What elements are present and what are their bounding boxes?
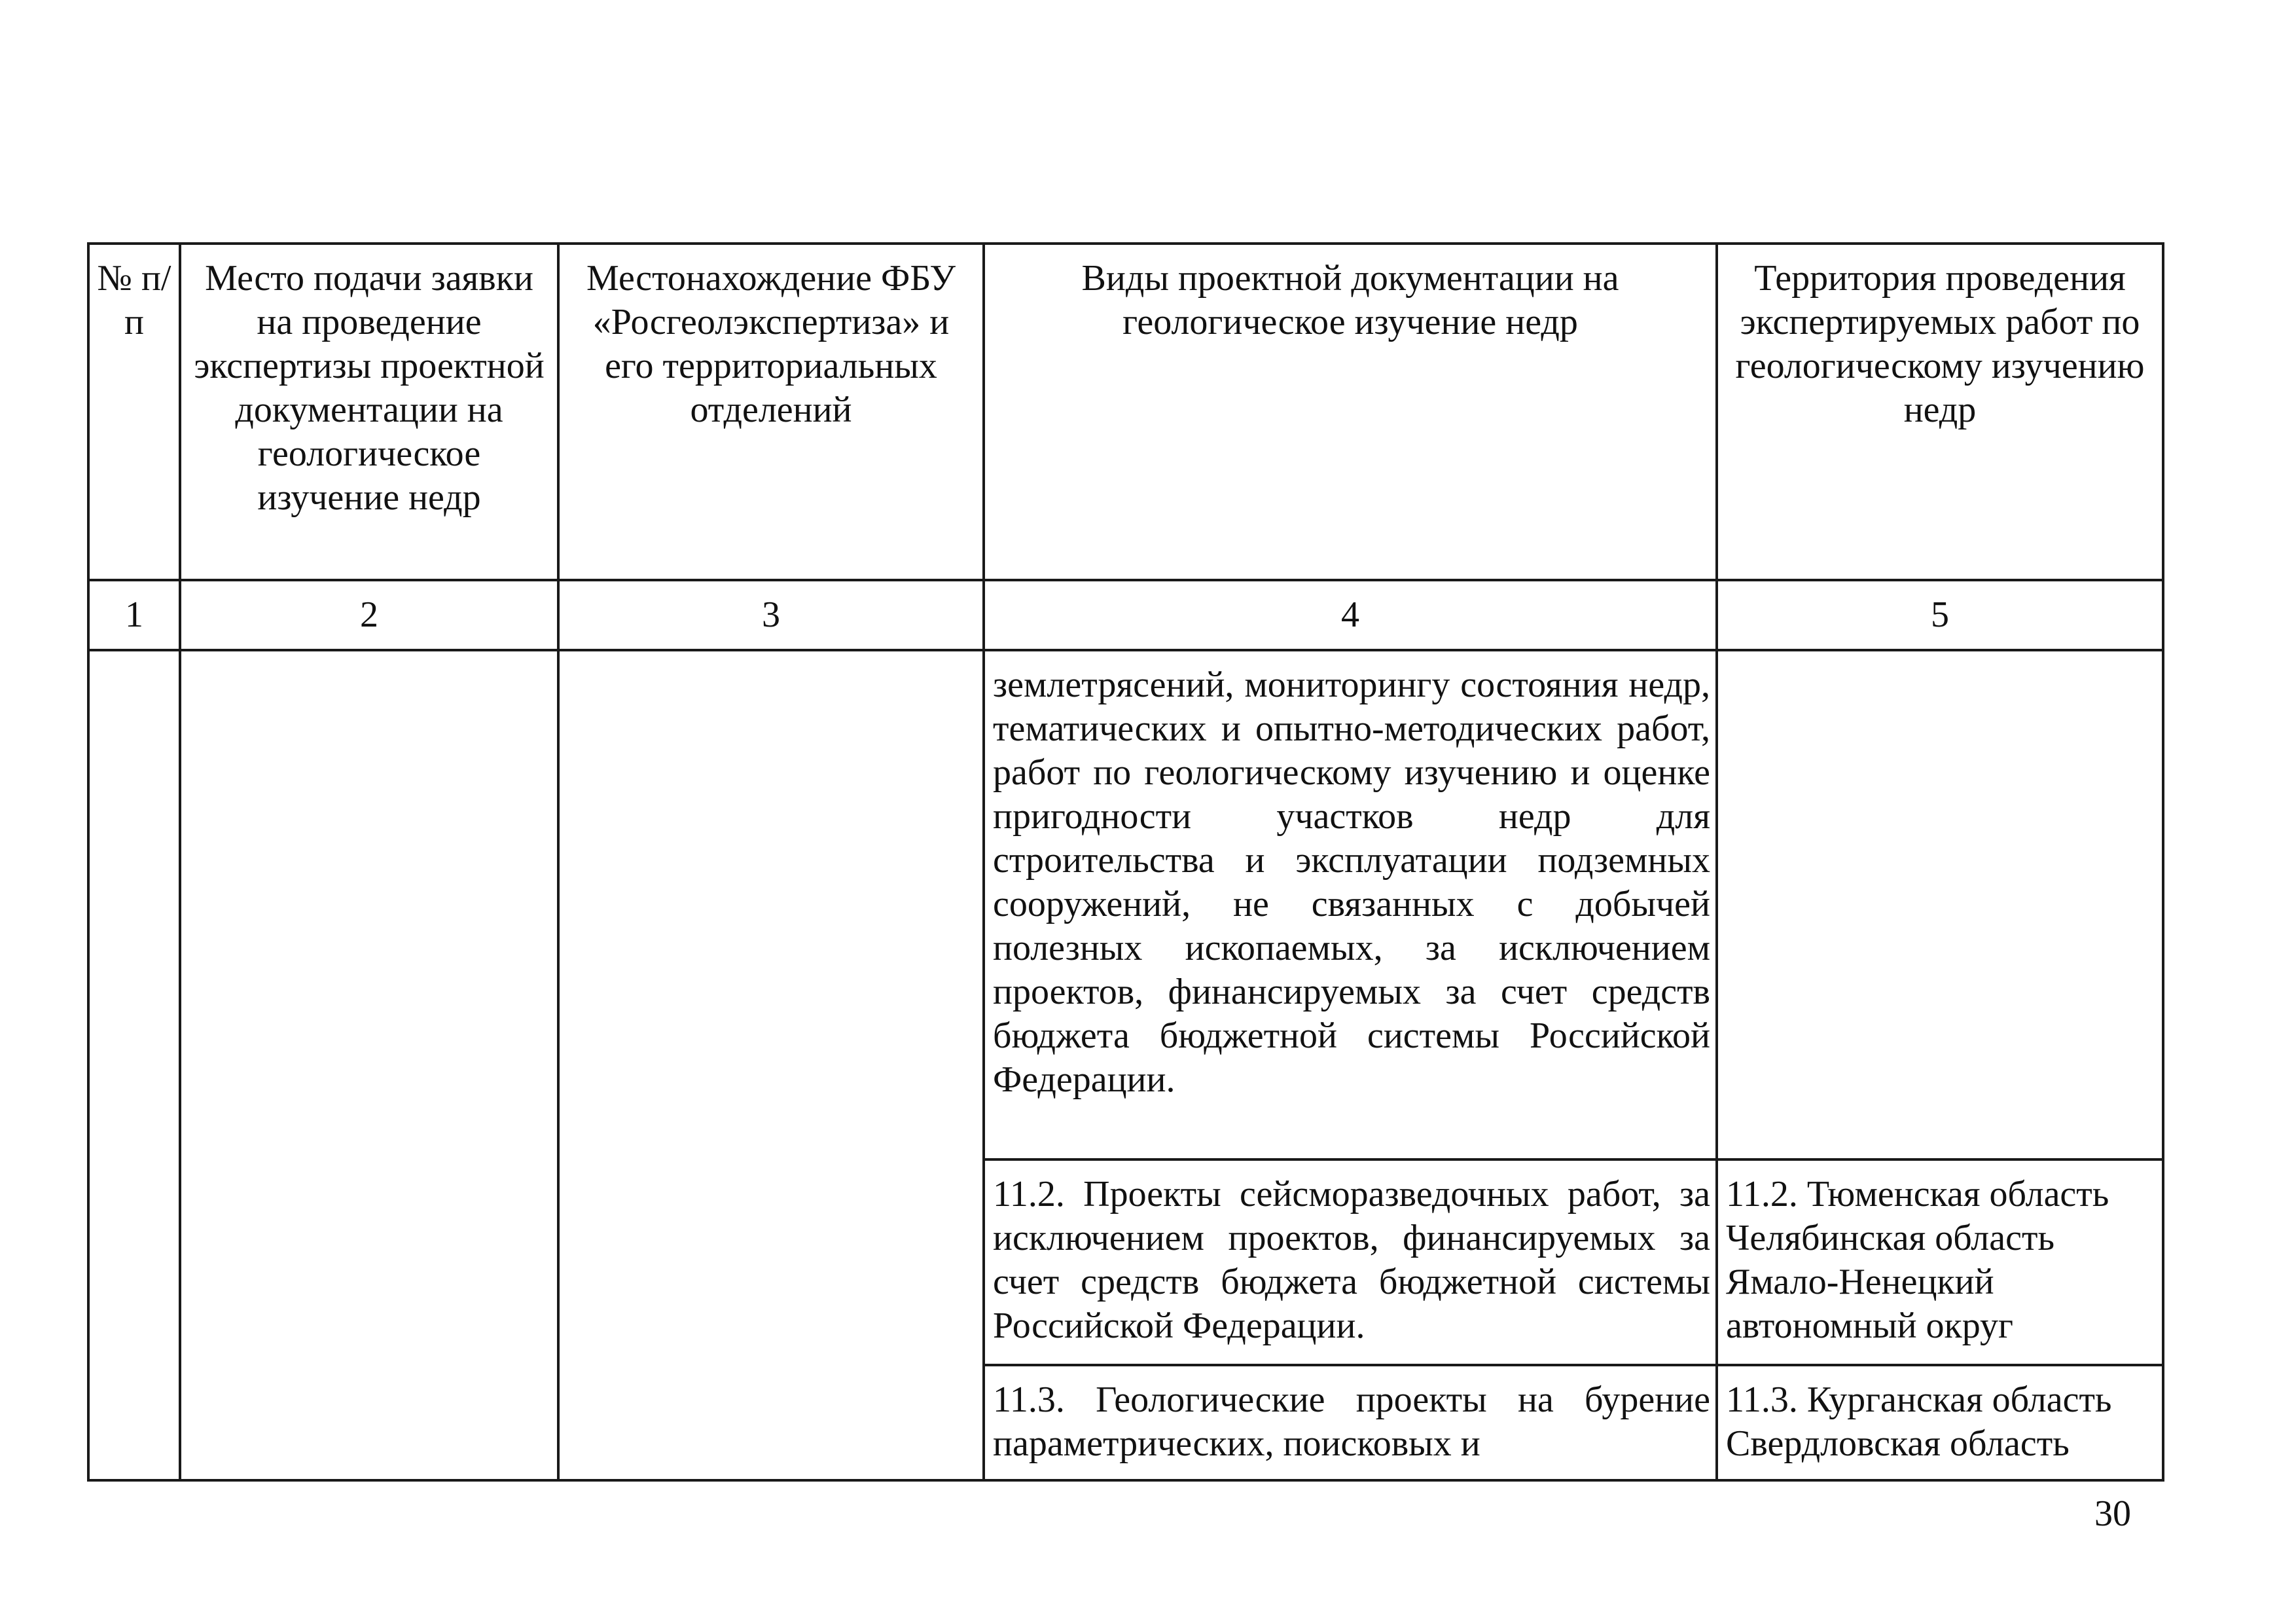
- territory-line: Свердловская область: [1726, 1423, 2070, 1464]
- cell-col-3-empty: [558, 650, 984, 1480]
- page-number: 30: [2094, 1493, 2131, 1534]
- territory-line: 11.2. Тюменская область: [1726, 1174, 2109, 1214]
- column-number-5: 5: [1717, 580, 2163, 650]
- cell-territory-11-3: [1717, 1365, 2163, 1480]
- cell-col-1-empty: [88, 650, 180, 1480]
- header-col-1: № п/п: [88, 244, 180, 580]
- document-table: [87, 242, 2164, 1482]
- territory-line: Ямало-Ненецкий автономный округ: [1726, 1262, 2013, 1346]
- territory-line: 11.3. Курганская область: [1726, 1379, 2112, 1420]
- cell-doc-type-11-2: 11.2. Проекты сейсморазведочных работ, за исключением проектов, финансируемых за счет средств бюджета бюджетной системы Российской Федерации.: [984, 1159, 1717, 1365]
- column-number-3: 3: [558, 580, 984, 650]
- header-row: [88, 244, 2163, 580]
- territory-line: Челябинская область: [1726, 1218, 2054, 1258]
- cell-doc-type-continued: землетрясений, мониторингу состояния недр, тематических и опытно-методических работ, работ по геологическому изучению и оценке пригодности участков недр для строительства и эксплуатации подземных сооружений, не связанных с добычей полезных ископаемых, за исключением проектов, финансируемых за счет средств бюджета бюджетной системы Российской Федерации.: [984, 650, 1717, 1159]
- header-col-2: Место подачи заявки на проведение экспертизы проектной документации на геологическое изучение недр: [180, 244, 558, 580]
- table-row: [88, 650, 2163, 1159]
- cell-territory-11-2: [1717, 1159, 2163, 1365]
- header-col-4: Виды проектной документации на геологическое изучение недр: [984, 244, 1717, 580]
- cell-col-2-empty: [180, 650, 558, 1480]
- header-col-3: Местонахождение ФБУ «Росгеолэкспертиза» и его территориальных отделений: [558, 244, 984, 580]
- cell-doc-type-11-3: 11.3. Геологические проекты на бурение параметрических, поисковых и: [984, 1365, 1717, 1480]
- cell-territory-empty: [1717, 650, 2163, 1159]
- column-number-1: 1: [88, 580, 180, 650]
- column-number-2: 2: [180, 580, 558, 650]
- header-col-5: Территория проведения экспертируемых работ по геологическому изучению недр: [1717, 244, 2163, 580]
- column-number-4: 4: [984, 580, 1717, 650]
- column-number-row: [88, 580, 2163, 650]
